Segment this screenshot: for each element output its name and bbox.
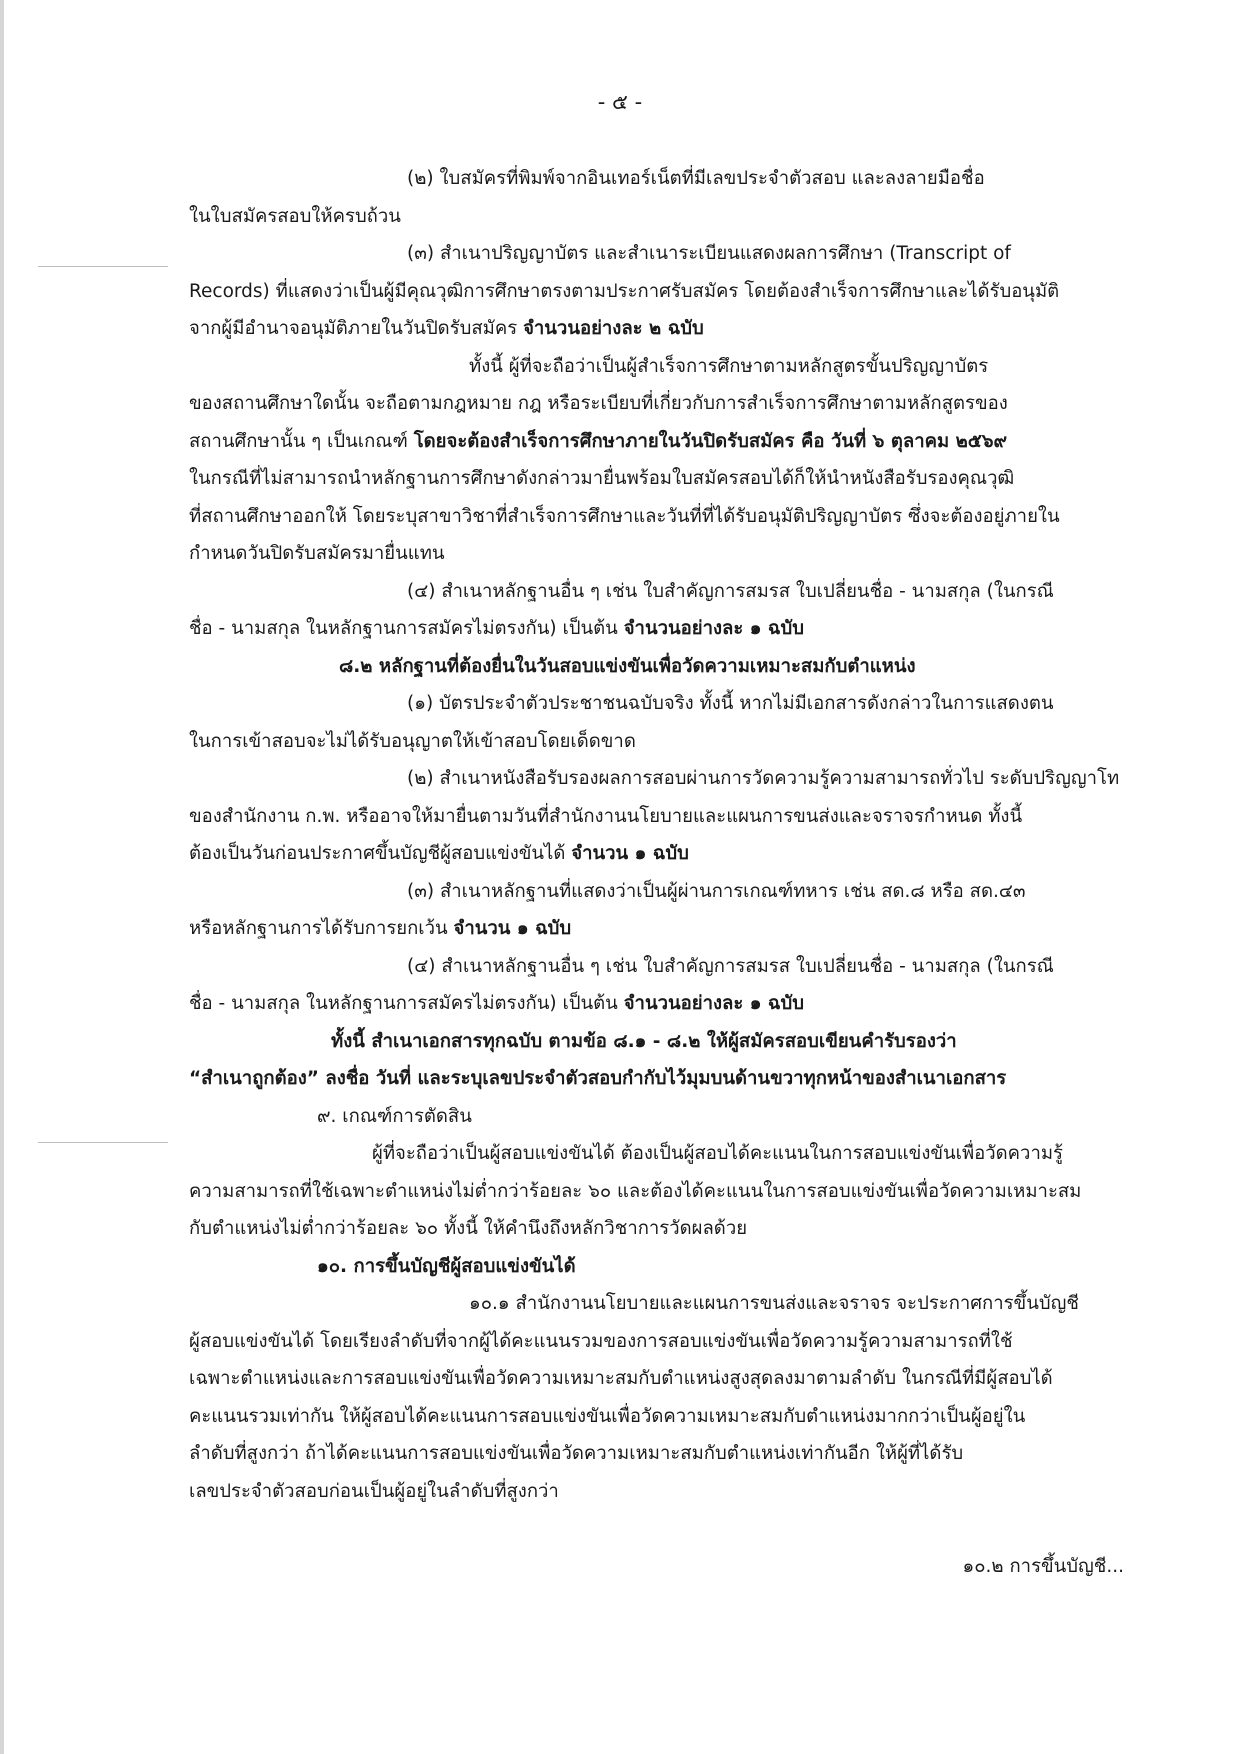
margin-mark: [38, 266, 168, 267]
text-line: (๔) สำเนาหลักฐานอื่น ๆ เช่น ใบสำคัญการสมรส ใบเปลี่ยนชื่อ - นามสกุล (ในกรณี: [407, 580, 1054, 602]
text-line: Records) ที่แสดงว่าเป็นผู้มีคุณวุฒิการศึกษาตรงตามประกาศรับสมัคร โดยต้องสำเร็จการศึกษาและได้รับอนุมัติ: [189, 280, 1060, 302]
section-heading: ๘.๒ หลักฐานที่ต้องยื่นในวันสอบแข่งขันเพื่อวัดความเหมาะสมกับตำแหน่ง: [339, 655, 916, 677]
text-line: ผู้ที่จะถือว่าเป็นผู้สอบแข่งขันได้ ต้องเป็นผู้สอบได้คะแนนในการสอบแข่งขันเพื่อวัดความรู้: [372, 1143, 1063, 1164]
text-line: หรือหลักฐานการได้รับการยกเว้น จำนวน ๑ ฉบับ: [189, 918, 572, 939]
text-line: สถานศึกษานั้น ๆ เป็นเกณฑ์ โดยจะต้องสำเร็จการศึกษาภายในวันปิดรับสมัคร คือ วันที่ ๖ ตุลาคม ๒๕๖๙: [189, 430, 1008, 452]
text-line: เฉพาะตำแหน่งและการสอบแข่งขันเพื่อวัดความเหมาะสมกับตำแหน่งสูงสุดลงมาตามลำดับ ในกรณีที่มีผู้สอบได้: [189, 1368, 1053, 1389]
text-line: ชื่อ - นามสกุล ในหลักฐานการสมัครไม่ตรงกัน) เป็นต้น จำนวนอย่างละ ๑ ฉบับ: [189, 618, 804, 639]
text-line: (๑) บัตรประจำตัวประชาชนฉบับจริง ทั้งนี้ หากไม่มีเอกสารดังกล่าวในการแสดงตน: [407, 693, 1054, 714]
margin-mark: [38, 1142, 168, 1143]
text-line: ความสามารถที่ใช้เฉพาะตำแหน่งไม่ต่ำกว่าร้อยละ ๖๐ และต้องได้คะแนนในการสอบแข่งขันเพื่อวัดความเหมาะสม: [189, 1180, 1082, 1202]
text-line: ในใบสมัครสอบให้ครบถ้วน: [189, 205, 401, 227]
text-line: จากผู้มีอำนาจอนุมัติภายในวันปิดรับสมัคร จำนวนอย่างละ ๒ ฉบับ: [189, 318, 704, 339]
text-line: ๑๐.๑ สำนักงานนโยบายและแผนการขนส่งและจราจร จะประกาศการขึ้นบัญชี: [469, 1293, 1079, 1314]
page-number: - ๕ -: [597, 90, 643, 114]
text-line: ที่สถานศึกษาออกให้ โดยระบุสาขาวิชาที่สำเร็จการศึกษาและวันที่ที่ได้รับอนุมัติปริญญาบัตร ซึ่งจะต้องอยู่ภายใน: [189, 505, 1060, 527]
text-line: ชื่อ - นามสกุล ในหลักฐานการสมัครไม่ตรงกัน) เป็นต้น จำนวนอย่างละ ๑ ฉบับ: [189, 993, 804, 1014]
text-line: (๒) สำเนาหนังสือรับรองผลการสอบผ่านการวัดความรู้ความสามารถทั่วไป ระดับปริญญาโท: [407, 768, 1120, 789]
text-line: ลำดับที่สูงกว่า ถ้าได้คะแนนการสอบแข่งขันเพื่อวัดความเหมาะสมกับตำแหน่งเท่ากันอีก ให้ผู้ที่ได้รับ: [189, 1443, 964, 1464]
text-line: ทั้งนี้ สำเนาเอกสารทุกฉบับ ตามข้อ ๘.๑ - ๘.๒ ให้ผู้สมัครสอบเขียนคำรับรองว่า: [331, 1030, 957, 1052]
text-line: (๔) สำเนาหลักฐานอื่น ๆ เช่น ใบสำคัญการสมรส ใบเปลี่ยนชื่อ - นามสกุล (ในกรณี: [407, 955, 1054, 977]
document-body: [189, 160, 1124, 1585]
text-line: (๓) สำเนาหลักฐานที่แสดงว่าเป็นผู้ผ่านการเกณฑ์ทหาร เช่น สด.๘ หรือ สด.๔๓: [407, 880, 1026, 902]
text-line: ของสถานศึกษาใดนั้น จะถือตามกฎหมาย กฎ หรือระเบียบที่เกี่ยวกับการสำเร็จการศึกษาตามหลักสูตรของ: [189, 393, 1008, 414]
text-line: กำหนดวันปิดรับสมัครมายื่นแทน: [189, 543, 445, 564]
text-line: (๒) ใบสมัครที่พิมพ์จากอินเทอร์เน็ตที่มีเลขประจำตัวสอบ และลงลายมือชื่อ: [407, 168, 985, 189]
section-heading: ๑๐. การขึ้นบัญชีผู้สอบแข่งขันได้: [317, 1255, 576, 1277]
text-line: ของสำนักงาน ก.พ. หรืออาจให้มายื่นตามวันที่สำนักงานนโยบายและแผนการขนส่งและจราจรกำหนด ทั้งนี้: [189, 805, 1023, 827]
continuation-note: ๑๐.๒ การขึ้นบัญชี...: [962, 1555, 1124, 1577]
text-line: (๓) สำเนาปริญญาบัตร และสำเนาระเบียนแสดงผลการศึกษา (Transcript of: [407, 243, 1011, 264]
text-line: ผู้สอบแข่งขันได้ โดยเรียงลำดับที่จากผู้ได้คะแนนรวมของการสอบแข่งขันเพื่อวัดความรู้ความสามารถที่ใช้: [189, 1330, 1013, 1352]
text-line: “สำเนาถูกต้อง” ลงชื่อ วันที่ และระบุเลขประจำตัวสอบกำกับไว้มุมบนด้านขวาทุกหน้าของสำเนาเอกสาร: [189, 1068, 1007, 1089]
text-line: ในการเข้าสอบจะไม่ได้รับอนุญาตให้เข้าสอบโดยเด็ดขาด: [189, 730, 636, 752]
text-line: คะแนนรวมเท่ากัน ให้ผู้สอบได้คะแนนการสอบแข่งขันเพื่อวัดความเหมาะสมกับตำแหน่งมากกว่าเป็นผู้อยู่ใน: [189, 1405, 1026, 1427]
text-line: เลขประจำตัวสอบก่อนเป็นผู้อยู่ในลำดับที่สูงกว่า: [189, 1480, 559, 1502]
text-line: ต้องเป็นวันก่อนประกาศขึ้นบัญชีผู้สอบแข่งขันได้ จำนวน ๑ ฉบับ: [189, 843, 689, 864]
text-line: ทั้งนี้ ผู้ที่จะถือว่าเป็นผู้สำเร็จการศึกษาตามหลักสูตรขั้นปริญญาบัตร: [469, 355, 989, 377]
scan-edge: [0, 0, 4, 1754]
section-heading: ๙. เกณฑ์การตัดสิน: [317, 1105, 472, 1127]
text-line: ในกรณีที่ไม่สามารถนำหลักฐานการศึกษาดังกล่าวมายื่นพร้อมใบสมัครสอบได้ก็ให้นำหนังสือรับรองคุณวุฒิ: [189, 468, 1015, 489]
text-line: กับตำแหน่งไม่ต่ำกว่าร้อยละ ๖๐ ทั้งนี้ ให้คำนึงถึงหลักวิชาการวัดผลด้วย: [189, 1218, 748, 1239]
